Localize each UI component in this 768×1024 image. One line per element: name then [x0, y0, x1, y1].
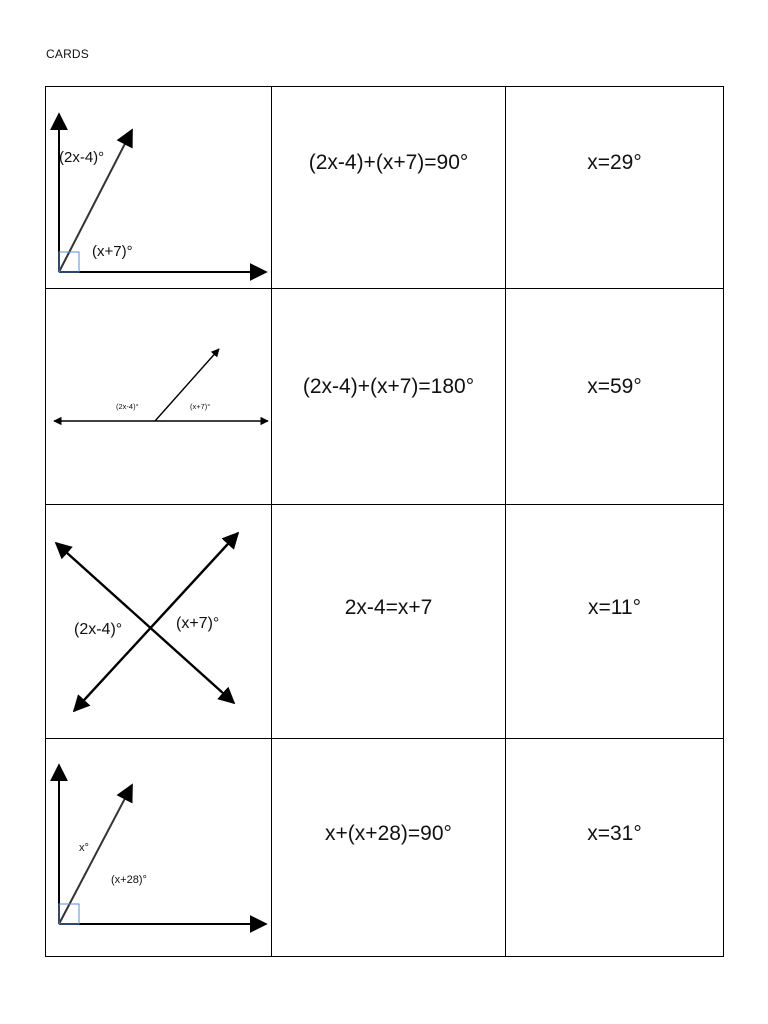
equation-text: x+(x+28)=90° — [325, 821, 452, 845]
angle-label-bottom: (x+28)° — [111, 874, 147, 886]
angle-label-right: (x+7)° — [190, 402, 211, 411]
equation-cell — [272, 505, 506, 739]
angle-label-right: (x+7)° — [176, 615, 220, 632]
right-angle-marker-icon — [59, 252, 79, 272]
card-row — [46, 289, 724, 505]
complementary-angles-diagram — [46, 87, 271, 288]
equation-cell — [272, 87, 506, 289]
equation-text: (2x-4)+(x+7)=180° — [302, 374, 475, 398]
equation-cell — [272, 289, 506, 505]
diagram-cell — [46, 739, 272, 957]
answer-text: x=59° — [587, 374, 642, 398]
angle-label-bottom: (x+7)° — [92, 243, 133, 260]
angle-label-left: (2x-4)° — [74, 621, 123, 638]
answer-text: x=11° — [588, 595, 641, 619]
diagonal-ray — [59, 785, 132, 924]
equation-text: 2x-4=x+7 — [344, 595, 433, 619]
answer-cell — [506, 87, 724, 289]
equation-text: (2x-4)+(x+7)=90° — [308, 150, 469, 174]
diagram-cell — [46, 505, 272, 739]
answer-cell — [506, 739, 724, 957]
angle-label-left: (2x-4)° — [116, 402, 139, 411]
card-row — [46, 739, 724, 957]
angle-label-top: x° — [79, 842, 89, 854]
card-row — [46, 505, 724, 739]
answer-cell — [506, 505, 724, 739]
diagram-cell — [46, 87, 272, 289]
diagram-cell — [46, 289, 272, 505]
supplementary-angles-diagram — [46, 289, 271, 504]
cards-table — [45, 86, 724, 957]
card-row — [46, 87, 724, 289]
answer-text: x=29° — [587, 150, 642, 174]
answer-text: x=31° — [587, 821, 642, 845]
complementary-angles-diagram — [46, 739, 271, 956]
answer-cell — [506, 289, 724, 505]
angle-label-top: (2x-4)° — [59, 149, 105, 166]
vertical-angles-diagram — [46, 505, 271, 738]
page-title: CARDS — [46, 47, 90, 61]
equation-cell — [272, 739, 506, 957]
